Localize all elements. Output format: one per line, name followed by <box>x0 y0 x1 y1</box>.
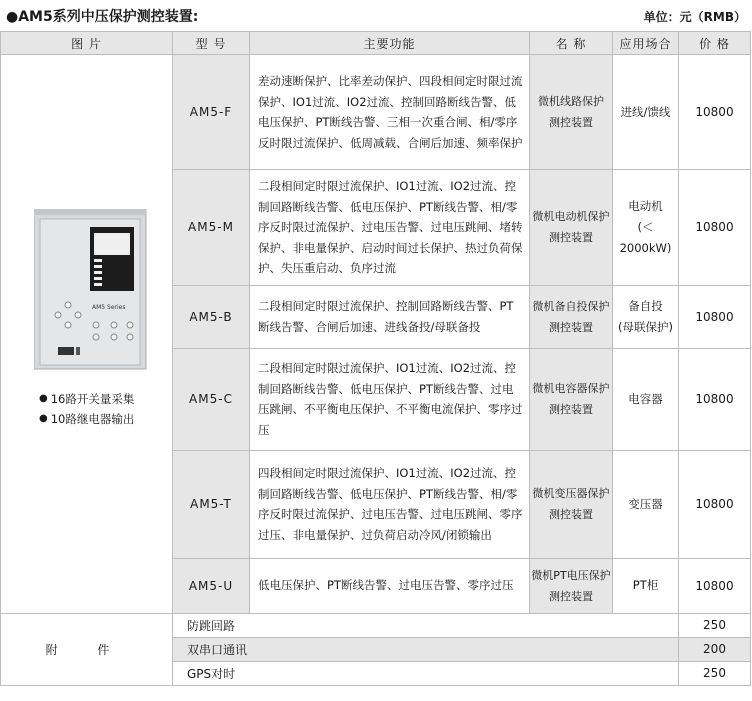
page-title: ●AM5系列中压保护测控装置: <box>6 9 199 25</box>
functions-cell: 差动速断保护、比率差动保护、四段相间定时限过流保护、IO1过流、IO2过流、控制回路断线告警、低电压保护、PT断线告警、三相一次重合闸、相/零序反时限过流保护、低周减载、合闸后加速、频率保护 <box>250 55 530 170</box>
price-cell: 10800 <box>679 450 751 558</box>
usage-cell: 电容器 <box>613 348 679 450</box>
product-image-cell <box>1 55 173 614</box>
feature-item: ● 16路开关量采集 <box>39 389 172 409</box>
price-cell: 10800 <box>679 170 751 286</box>
usage-cell: 备自投 (母联保护) <box>613 285 679 348</box>
accessory-price: 250 <box>679 613 751 637</box>
model-cell: AM5-B <box>173 285 250 348</box>
col-header-model: 型 号 <box>173 32 250 55</box>
device-panel-label: AM5 Series <box>92 304 126 311</box>
model-cell: AM5-F <box>173 55 250 170</box>
model-cell: AM5-M <box>173 170 250 286</box>
bullet-icon: ● <box>39 393 48 404</box>
header-bar <box>0 0 752 30</box>
name-cell: 微机PT电压保护 测控装置 <box>530 558 613 613</box>
accessory-name: 防跳回路 <box>173 613 679 637</box>
price-cell: 10800 <box>679 285 751 348</box>
accessory-price: 200 <box>679 637 751 661</box>
feature-list <box>39 389 172 429</box>
functions-cell: 四段相间定时限过流保护、IO1过流、IO2过流、控制回路断线告警、低电压保护、PT断线告警、相/零序反时限过流保护、过电压告警、过电压跳闸、零序过压、非电量保护、过负荷启动冷风/闭锁输出 <box>250 450 530 558</box>
table-header-row <box>1 32 751 55</box>
usage-cell: 电动机 (＜2000kW) <box>613 170 679 286</box>
usage-cell: PT柜 <box>613 558 679 613</box>
functions-cell: 二段相间定时限过流保护、控制回路断线告警、PT断线告警、合闸后加速、进线备投/母联备投 <box>250 285 530 348</box>
functions-cell: 二段相间定时限过流保护、IO1过流、IO2过流、控制回路断线告警、低电压保护、PT断线告警、过电压跳闸、不平衡电压保护、不平衡电流保护、零序过压 <box>250 348 530 450</box>
price-cell: 10800 <box>679 348 751 450</box>
name-cell: 微机线路保护 测控装置 <box>530 55 613 170</box>
col-header-price: 价 格 <box>679 32 751 55</box>
col-header-image: 图 片 <box>1 32 173 55</box>
price-cell: 10800 <box>679 558 751 613</box>
name-cell: 微机变压器保护 测控装置 <box>530 450 613 558</box>
currency-unit: 单位：元（RMB） <box>643 10 746 24</box>
accessory-row <box>1 613 751 637</box>
usage-cell: 进线/馈线 <box>613 55 679 170</box>
bullet-icon: ● <box>39 413 48 424</box>
name-cell: 微机电动机保护 测控装置 <box>530 170 613 286</box>
price-cell: 10800 <box>679 55 751 170</box>
accessory-price: 250 <box>679 661 751 685</box>
model-cell: AM5-C <box>173 348 250 450</box>
name-cell: 微机电容器保护 测控装置 <box>530 348 613 450</box>
functions-cell: 低电压保护、PT断线告警、过电压告警、零序过压 <box>250 558 530 613</box>
col-header-name: 名 称 <box>530 32 613 55</box>
price-table <box>0 31 751 686</box>
device-image <box>34 209 154 377</box>
feature-item: ● 10路继电器输出 <box>39 409 172 429</box>
model-cell: AM5-U <box>173 558 250 613</box>
device-illustration <box>34 209 154 377</box>
col-header-functions: 主要功能 <box>250 32 530 55</box>
model-cell: AM5-T <box>173 450 250 558</box>
accessories-label: 附 件 <box>1 613 173 685</box>
functions-cell: 二段相间定时限过流保护、IO1过流、IO2过流、控制回路断线告警、低电压保护、PT断线告警、相/零序反时限过流保护、过电压告警、过电压跳闸、堵转保护、非电量保护、启动时间过长保护、热过负荷保护、失压重启动、负序过流 <box>250 170 530 286</box>
name-cell: 微机备自投保护 测控装置 <box>530 285 613 348</box>
accessory-name: 双串口通讯 <box>173 637 679 661</box>
table-row <box>1 55 751 170</box>
usage-cell: 变压器 <box>613 450 679 558</box>
col-header-usage: 应用场合 <box>613 32 679 55</box>
accessory-name: GPS对时 <box>173 661 679 685</box>
